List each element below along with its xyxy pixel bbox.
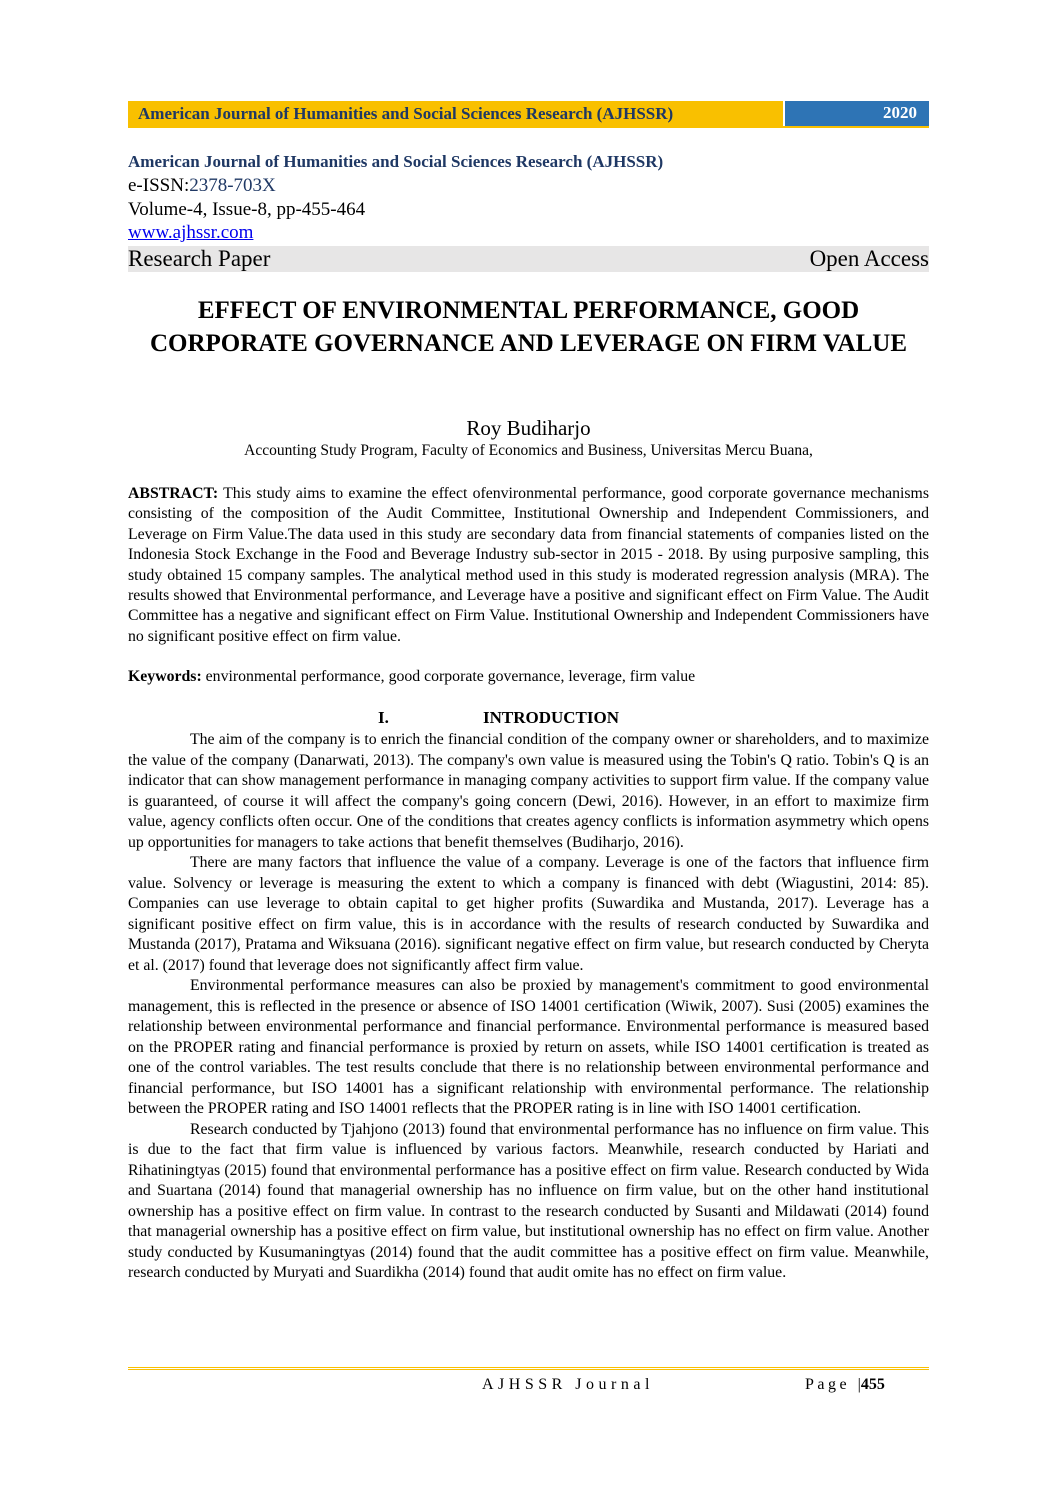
issn-line xyxy=(128,174,929,198)
journal-website-link[interactable]: www.ajhssr.com xyxy=(128,222,254,243)
footer-journal: AJHSSR Journal xyxy=(482,1376,654,1393)
abstract-text: This study aims to examine the effect ofenvironmental performance, good corporate governance mechanisms consisting of the composition of the Audit Committee, Institutional Ownership and Independent Commissioners, and Leverage on Firm Value.The data used in this study are secondary data from financial statements of companies listed on the Indonesia Stock Exchange in the Food and Beverage Industry sub-sector in 2015 - 2018. By using purposive sampling, this study obtained 15 company samples. The analytical method used in this study is moderated regression analysis (MRA). The results showed that Environmental performance, and Leverage have a positive and significant effect on Firm Value. The Audit Committee has a negative and significant effect on Firm Value. Institutional Ownership and Independent Commissioners have no significant positive effect on firm value. xyxy=(128,485,929,645)
running-header-journal: American Journal of Humanities and Social Sciences Research (AJHSSR) xyxy=(138,104,674,123)
article-type: Research Paper xyxy=(128,246,271,271)
running-header-year-band xyxy=(785,101,929,126)
author-name: Roy Budiharjo xyxy=(466,416,591,440)
access-type: Open Access xyxy=(809,246,929,271)
journal-name: American Journal of Humanities and Social Sciences Research (AJHSSR) xyxy=(128,152,664,171)
footer-rule xyxy=(128,1367,929,1370)
body-paragraph: There are many factors that influence the value of a company. Leverage is one of the factors that influence firm value. Solvency or leverage is measuring the extent to which a company is financed with debt (Wiagustini, 2014: 85). Companies can use leverage to obtain capital to get higher profits (Suwardika and Mustanda, 2017). Leverage has a significant positive effect on firm value, this is in accordance with the results of research conducted by Suwardika and Mustanda (2017), Pratama and Wiksuana (2016). significant negative effect on firm value, but research conducted by Cheryta et al. (2017) found that leverage does not significantly affect firm value. xyxy=(128,854,929,974)
section-number: I. xyxy=(378,708,389,727)
keywords-label: Keywords: xyxy=(128,668,202,685)
footer-separator: | xyxy=(857,1376,861,1393)
issn-label: e-ISSN: xyxy=(128,175,190,196)
abstract xyxy=(128,484,929,647)
footer-page xyxy=(805,1376,885,1394)
running-header-year: 2020 xyxy=(883,103,917,122)
journal-meta xyxy=(128,152,929,244)
paper-title: EFFECT OF ENVIRONMENTAL PERFORMANCE, GOOD CORPORATE GOVERNANCE AND LEVERAGE ON FIRM VALUE xyxy=(149,297,908,357)
keywords xyxy=(128,667,929,687)
body-paragraph: Research conducted by Tjahjono (2013) found that environmental performance has no influence on firm value. This is due to the fact that firm value is influenced by various factors. Meanwhile, research conducted by Hariati and Rihatiningtyas (2015) found that environmental performance has a positive effect on firm value. Research conducted by Wida and Suartana (2014) found that managerial ownership has no influence on firm value, but on the other hand institutional ownership has a positive effect on firm value. In contrast to the research conducted by Susanti and Mildawati (2014) found that managerial ownership has a positive effect on firm value, but institutional ownership has no effect on firm value. Another study conducted by Kusumaningtyas (2014) found that the audit committee has a positive effect on firm value. Meanwhile, research conducted by Muryati and Suardikha (2014) found that audit omite has no effect on firm value. xyxy=(128,1120,929,1281)
article-type-bar xyxy=(128,246,929,272)
running-header xyxy=(128,101,929,126)
footer-page-label: Page xyxy=(805,1376,851,1393)
abstract-label: ABSTRACT: xyxy=(128,485,219,502)
section-title: INTRODUCTION xyxy=(483,708,620,727)
body-paragraph: The aim of the company is to enrich the financial condition of the company owner or shareholders, and to maximize the value of the company (Danarwati, 2013). The company's own value is measured using the Tobin's Q ratio. Tobin's Q is an indicator that can show management performance in managing company activities to support firm value. If the company value is guaranteed, of course it will affect the company's going concern (Dewi, 2016). However, in an effort to maximize firm value, agency conflicts often occur. One of the conditions that creates agency conflicts is information asymmetry which opens up opportunities for managers to take actions that benefit themselves (Budiharjo, 2016). xyxy=(128,731,929,851)
running-header-rule xyxy=(128,126,929,128)
author-affiliation: Accounting Study Program, Faculty of Economics and Business, Universitas Mercu Buana, xyxy=(244,442,813,459)
running-header-journal-band xyxy=(128,101,783,126)
volume-line: Volume-4, Issue-8, pp-455-464 xyxy=(128,199,366,220)
issn-value: 2378-703X xyxy=(189,175,276,196)
body-paragraph: Environmental performance measures can also be proxied by management's commitment to good environmental management, this is reflected in the presence or absence of ISO 14001 certification (Wiwik, 2007). Susi (2005) examines the relationship between environmental performance and financial performance. Environmental performance is measured based on the PROPER rating and financial performance is proxied by return on assets, while ISO 14001 certification is treated as one of the control variables. The test results conclude that there is no relationship between environmental performance and financial performance, but ISO 14001 has a significant relationship with environmental performance. The relationship between the PROPER rating and ISO 14001 reflects that the PROPER rating is in line with ISO 14001 certification. xyxy=(128,977,929,1117)
footer-page-number: 455 xyxy=(860,1376,885,1393)
keywords-text: environmental performance, good corporate governance, leverage, firm value xyxy=(201,668,696,685)
introduction-body xyxy=(128,730,929,1284)
